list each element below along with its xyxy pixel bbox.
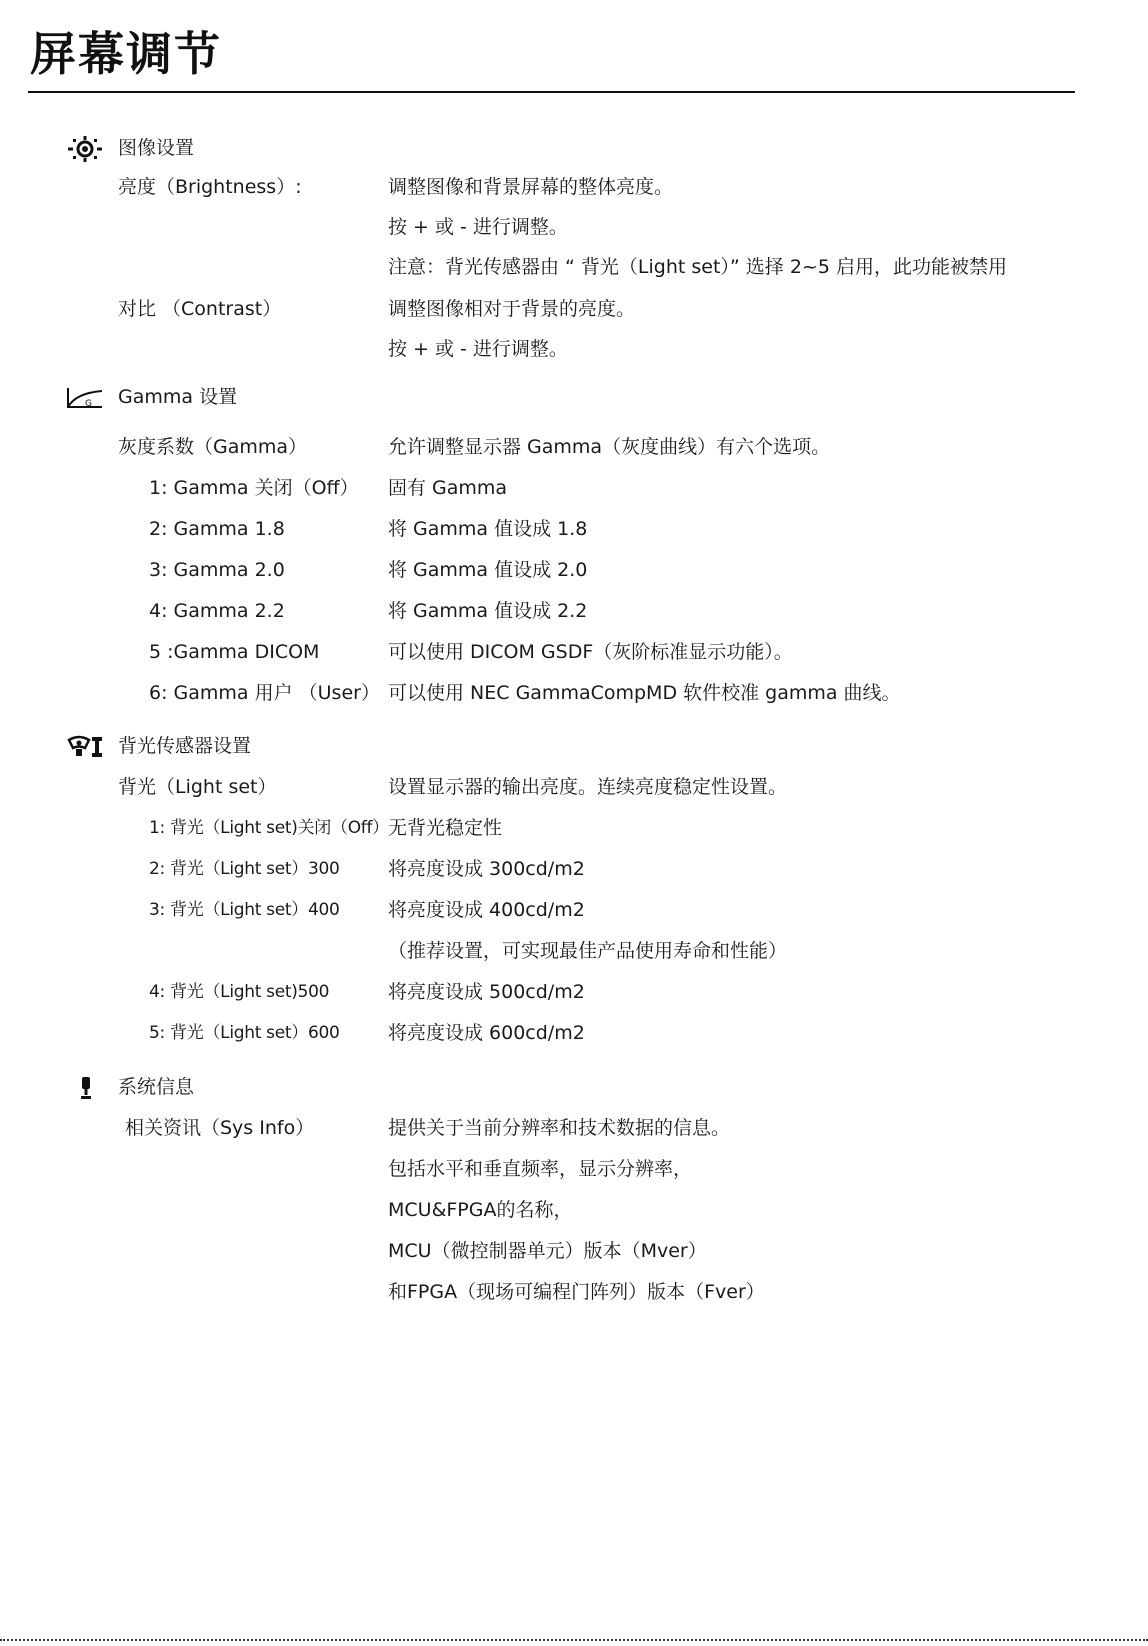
option-desc: 固有 Gamma [388,477,508,499]
option-label: 5: 背光（Light set）600 [149,1023,340,1043]
option-label: 3: Gamma 2.0 [149,559,285,581]
page-bottom-divider [0,1639,1148,1641]
section-header-gamma-settings [0,377,1148,417]
svg-text:G: G [85,399,92,409]
section-title: 系统信息 [118,1076,195,1098]
gamma-option-row [0,632,1148,672]
option-desc: 可以使用 DICOM GSDF（灰阶标准显示功能）。 [388,641,793,663]
sys-info-desc: MCU&FPGA的名称， [388,1199,573,1221]
sys-info-desc: MCU（微控制器单元）版本（Mver） [388,1240,707,1262]
brightness-row-2 [0,207,1148,247]
sys-info-desc: 包括水平和垂直频率，显示分辨率， [388,1158,693,1180]
option-desc: 将亮度设成 400cd/m2 [388,899,585,921]
section-header-backlight-settings [0,726,1148,766]
sys-info-desc: 提供关于当前分辨率和技术数据的信息。 [388,1117,731,1139]
section-header-system-info [0,1067,1148,1107]
gamma-option-row [0,468,1148,508]
brightness-label: 亮度（Brightness）: [118,176,302,198]
backlight-option-row [0,972,1148,1012]
section-title: Gamma 设置 [118,386,238,408]
sys-info-row [0,1272,1148,1312]
option-label: 2: 背光（Light set）300 [149,859,340,879]
option-desc: 无背光稳定性 [388,817,503,839]
backlight-desc: 设置显示器的输出亮度。连续亮度稳定性设置。 [388,776,788,798]
title-divider [28,91,1075,93]
contrast-row [0,289,1148,329]
section-title: 图像设置 [118,137,195,159]
backlight-sensor-icon [66,734,108,760]
sys-info-row [0,1231,1148,1271]
gamma-curve-icon [66,385,108,411]
gamma-intro-row [0,427,1148,467]
backlight-label: 背光（Light set） [118,776,277,798]
brightness-desc: 调整图像和背景屏幕的整体亮度。 [388,176,674,198]
option-label: 3: 背光（Light set）400 [149,900,340,920]
sys-info-row [0,1108,1148,1148]
option-label: 6: Gamma 用户 （User） [149,682,380,704]
brightness-row [0,167,1148,207]
contrast-row-2 [0,329,1148,369]
sys-info-label: 相关资讯（Sys Info） [125,1117,315,1139]
backlight-intro-row [0,767,1148,807]
contrast-label: 对比 （Contrast） [118,298,282,320]
gamma-option-row [0,509,1148,549]
option-desc: 将亮度设成 300cd/m2 [388,858,585,880]
backlight-option-row [0,890,1148,930]
option-label: 1: 背光（Light set)关闭（Off） [149,818,389,838]
backlight-option-row [0,808,1148,848]
contrast-adjust-desc: 按 + 或 - 进行调整。 [388,338,568,360]
gamma-option-row [0,591,1148,631]
brightness-adjust-desc: 按 + 或 - 进行调整。 [388,216,568,238]
gamma-option-row [0,550,1148,590]
backlight-option-row [0,849,1148,889]
sys-info-desc: 和FPGA（现场可编程门阵列）版本（Fver） [388,1281,765,1303]
contrast-desc: 调整图像相对于背景的亮度。 [388,298,636,320]
gamma-label: 灰度系数（Gamma） [118,436,308,458]
sys-info-row [0,1190,1148,1230]
section-header-image-settings [0,128,1148,168]
gamma-option-row [0,673,1148,713]
brightness-note-row [0,247,1148,287]
option-desc: 可以使用 NEC GammaCompMD 软件校准 gamma 曲线。 [388,682,901,704]
option-label: 4: 背光（Light set)500 [149,982,330,1002]
backlight-option-row [0,931,1148,971]
backlight-option-row [0,1013,1148,1053]
option-label: 2: Gamma 1.8 [149,518,285,540]
brightness-sun-icon [66,136,108,162]
option-desc: 将亮度设成 500cd/m2 [388,981,585,1003]
option-desc: 将亮度设成 600cd/m2 [388,1022,585,1044]
option-desc: 将 Gamma 值设成 2.2 [388,600,588,622]
option-label: 1: Gamma 关闭（Off） [149,477,359,499]
recommended-note: （推荐设置，可实现最佳产品使用寿命和性能） [388,940,788,962]
sys-info-row [0,1149,1148,1189]
option-desc: 将 Gamma 值设成 2.0 [388,559,588,581]
gamma-desc: 允许调整显示器 Gamma（灰度曲线）有六个选项。 [388,436,831,458]
option-label: 4: Gamma 2.2 [149,600,285,622]
page-title: 屏幕调节 [30,27,222,81]
option-label: 5 :Gamma DICOM [149,641,320,663]
section-title: 背光传感器设置 [118,735,252,757]
brightness-note: 注意：背光传感器由 “ 背光（Light set）” 选择 2~5 启用，此功能被禁用 [388,256,1007,278]
option-desc: 将 Gamma 值设成 1.8 [388,518,588,540]
info-pin-icon [66,1075,108,1101]
